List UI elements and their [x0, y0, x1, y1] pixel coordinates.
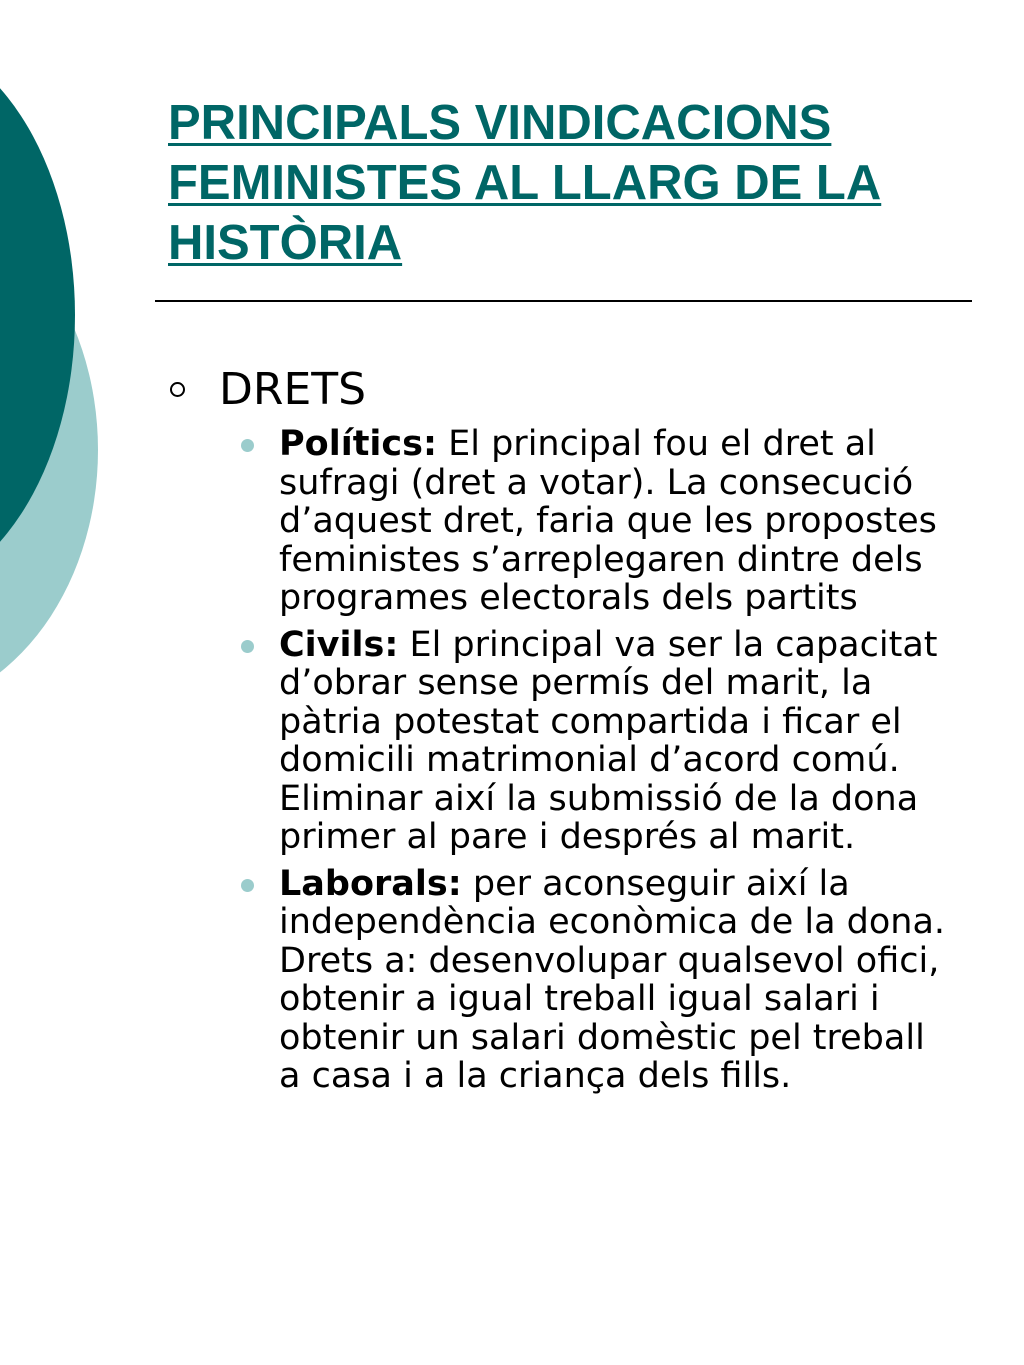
section-drets	[168, 362, 968, 417]
section-heading: DRETS	[219, 364, 367, 415]
item-label: Polítics:	[279, 424, 437, 464]
list-item-civil	[168, 626, 949, 857]
slide-content	[168, 362, 968, 1096]
rights-list	[168, 425, 968, 1096]
decorative-ellipses	[0, 0, 140, 760]
item-label: Civils:	[279, 624, 399, 665]
dot-bullet-icon	[241, 439, 254, 452]
dot-bullet-icon	[241, 640, 254, 653]
list-item-politics	[168, 425, 949, 618]
list-item-labor	[168, 865, 949, 1096]
item-text: per aconseguir així la independència econòmica de la dona. Drets a: desenvolupar qualsevol ofici, obtenir a igual treball igual salari i obtenir un salari domèstic pel treball a casa i a la criança dels fills.	[279, 863, 946, 1096]
item-text: El principal fou el dret al sufragi (dret a votar). La consecució d’aquest dret, faria que les propostes feministes s’arreplegaren dintre dels programes electorals dels partits	[279, 424, 937, 618]
hollow-circle-bullet-icon	[170, 382, 185, 397]
item-text: El principal va ser la capacitat d’obrar sense permís del marit, la pàtria potestat compartida i ficar el domicili matrimonial d’acord comú. Eliminar així la submissió de la dona primer al pare i després al marit.	[279, 624, 938, 857]
item-label: Laborals:	[279, 863, 462, 904]
title-divider	[155, 300, 972, 302]
slide-title: PRINCIPALS VINDICACIONS FEMINISTES AL LLARG DE LA HISTÒRIA	[168, 96, 882, 270]
dot-bullet-icon	[241, 879, 254, 892]
